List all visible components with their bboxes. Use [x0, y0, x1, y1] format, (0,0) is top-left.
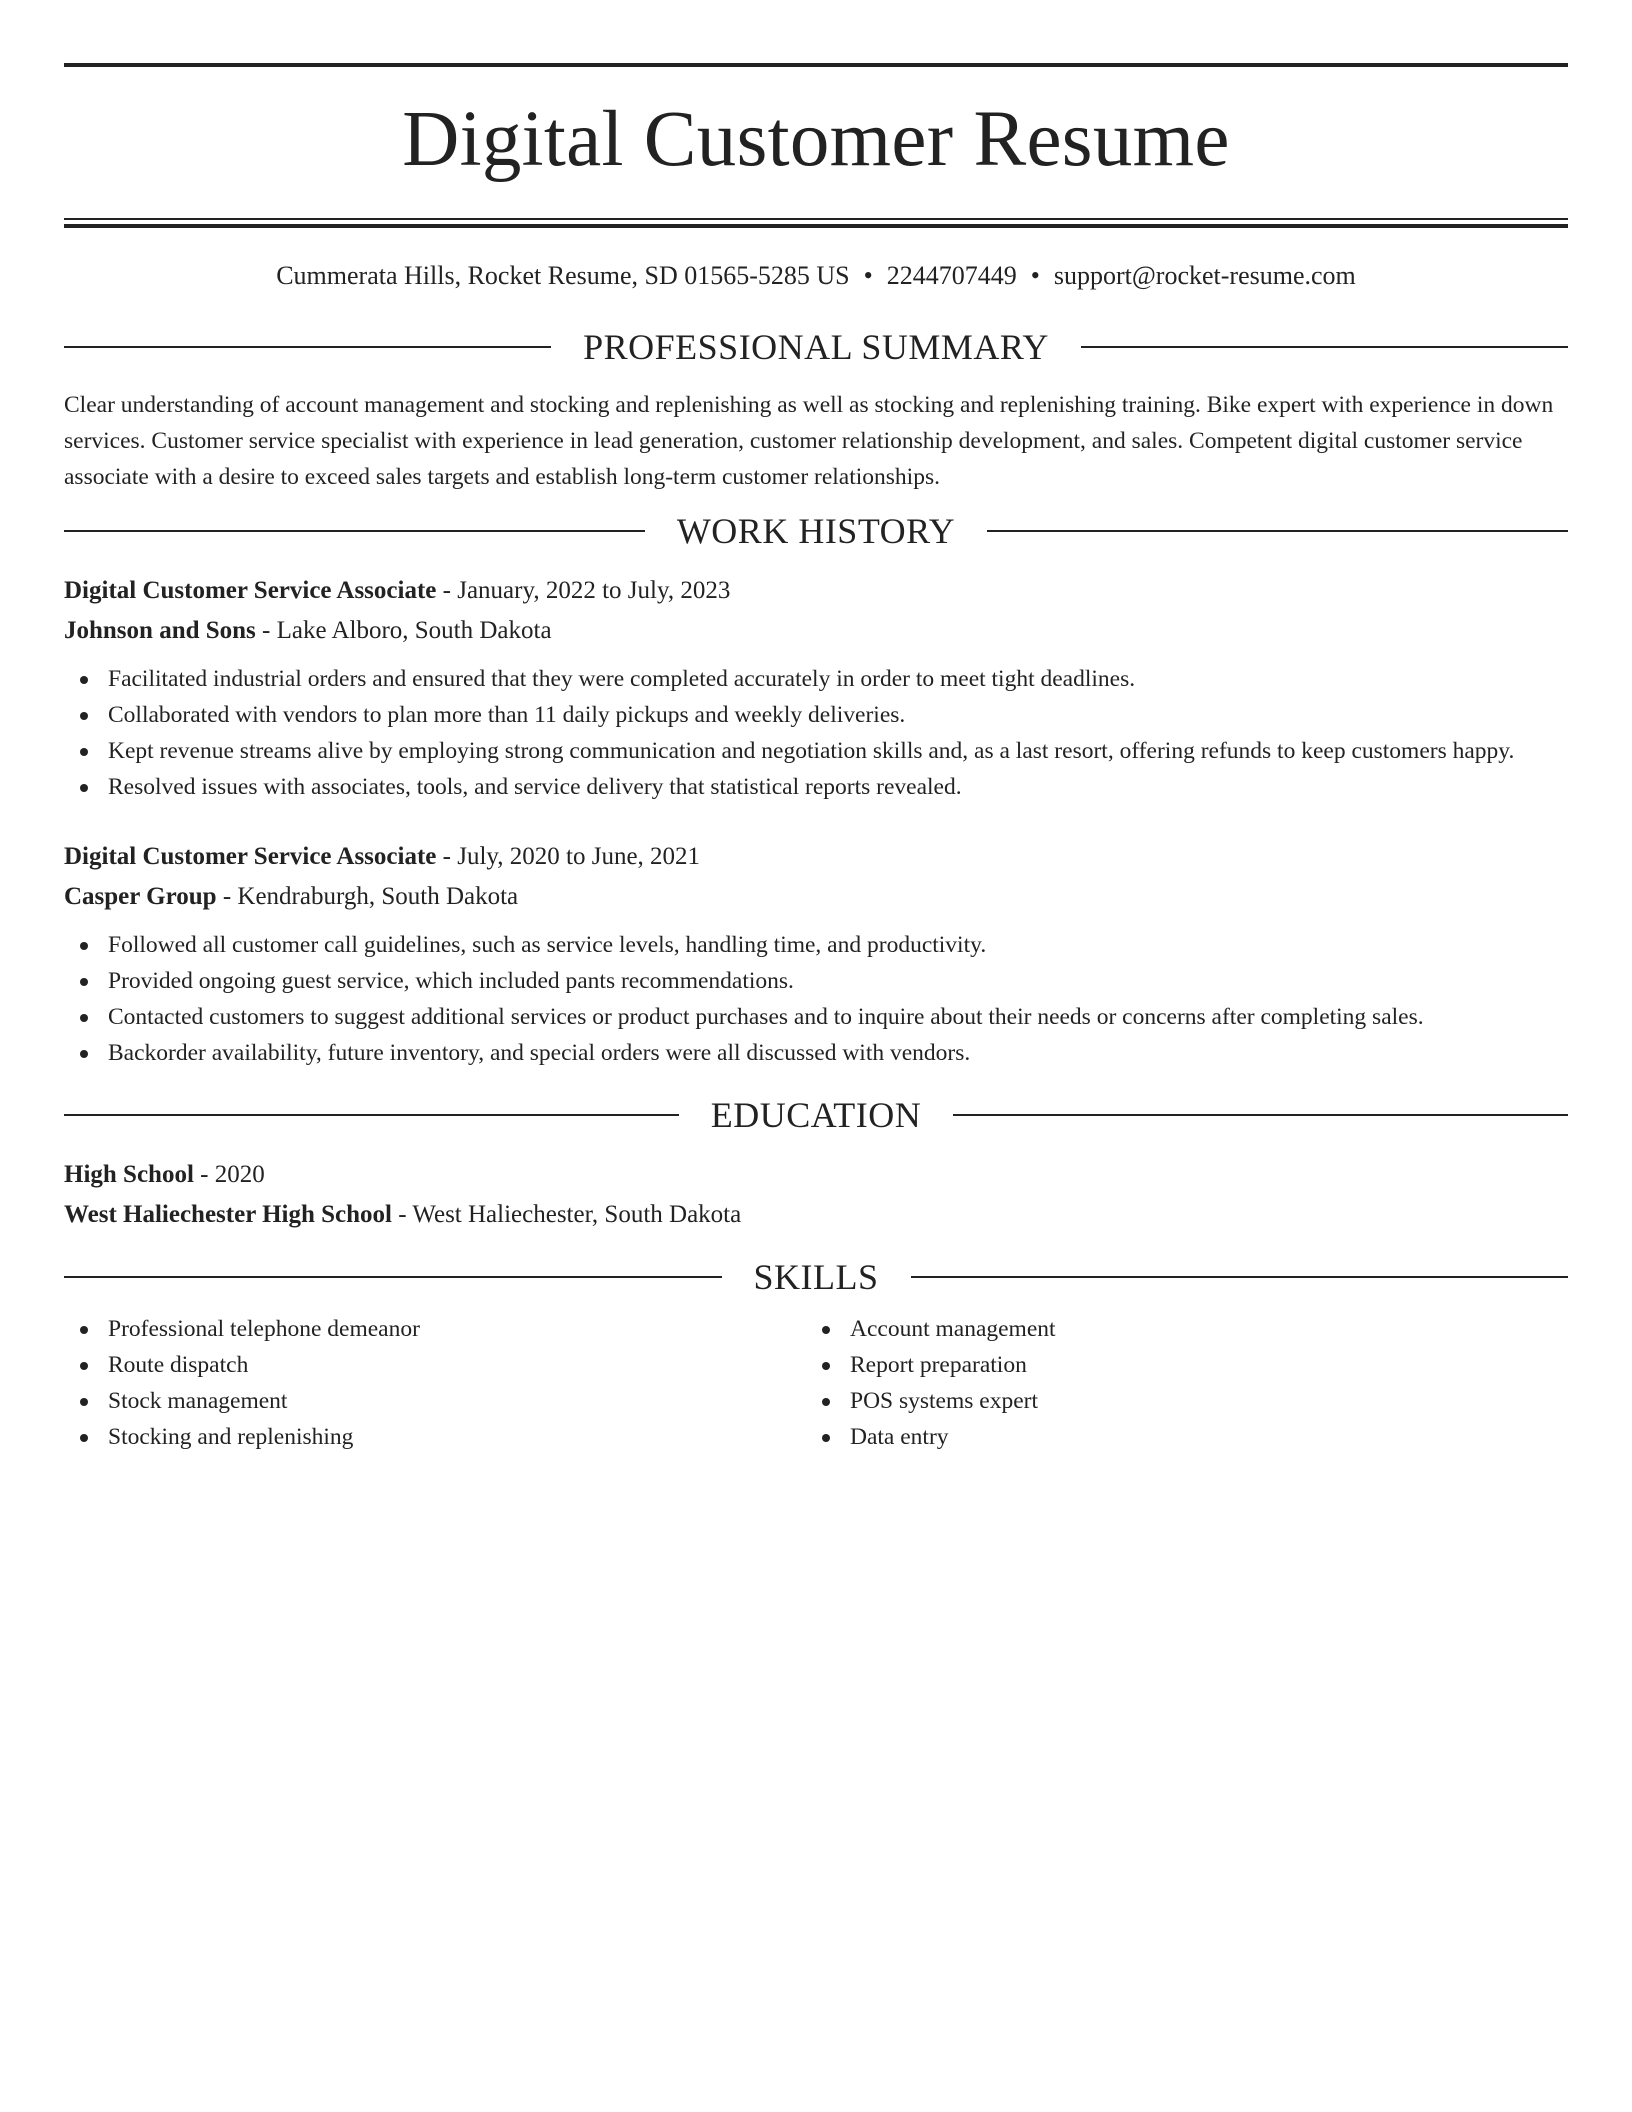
job-title-line	[64, 837, 1568, 877]
heading-rule-right	[911, 1276, 1569, 1278]
skills-column-right	[806, 1311, 1548, 1455]
job-location: - Lake Alboro, South Dakota	[255, 617, 552, 644]
list-item: Facilitated industrial orders and ensured that they were completed accurately in order to meet tight deadlines.	[64, 661, 1568, 697]
education-heading-label: EDUCATION	[710, 1095, 922, 1135]
list-item: Kept revenue streams alive by employing strong communication and negotiation skills and, as a last resort, offering refunds to keep customers happy.	[64, 733, 1568, 769]
education-degree-line	[64, 1155, 1568, 1195]
contact-line	[64, 259, 1568, 293]
resume-title: Digital Customer Resume	[402, 96, 1230, 183]
resume-page	[64, 0, 1568, 1455]
skill-item: Route dispatch	[64, 1347, 806, 1383]
contact-separator: •	[863, 261, 873, 290]
contact-address: Cummerata Hills, Rocket Resume, SD 01565-5285 US	[276, 261, 850, 290]
list-item: Backorder availability, future inventory, and special orders were all discussed with vendors.	[64, 1035, 1568, 1071]
job-entry	[64, 571, 1568, 805]
work-heading	[64, 511, 1568, 551]
summary-text: Clear understanding of account management and stocking and replenishing as well as stocking and replenishing training. Bike expert with experience in down services. Customer service specialist with experience in lead generation, customer relationship development, and sales. Competent digital customer service associate with a desire to exceed sales targets and establish long-term customer relationships.	[64, 392, 1554, 490]
title-double-rule	[64, 218, 1568, 228]
heading-rule-left	[64, 1114, 679, 1116]
heading-rule-right	[953, 1114, 1568, 1116]
heading-rule-right	[987, 530, 1568, 532]
heading-rule-left	[64, 346, 551, 348]
list-item: Followed all customer call guidelines, such as service levels, handling time, and productivity.	[64, 927, 1568, 963]
top-rule	[64, 63, 1568, 67]
contact-separator: •	[1030, 261, 1040, 290]
job-company: Johnson and Sons	[64, 617, 256, 644]
education-year: - 2020	[193, 1161, 265, 1188]
job-company-line	[64, 611, 1568, 651]
skill-item: Data entry	[806, 1419, 1548, 1455]
heading-rule-left	[64, 1276, 722, 1278]
contact-email: support@rocket-resume.com	[1053, 261, 1356, 290]
skill-item: Stock management	[64, 1383, 806, 1419]
education-heading	[64, 1095, 1568, 1135]
job-dates: - July, 2020 to June, 2021	[436, 843, 701, 870]
list-item: Contacted customers to suggest additional services or product purchases and to inquire about their needs or concerns after completing sales.	[64, 999, 1568, 1035]
skills-column-left	[64, 1311, 806, 1455]
education-school-line	[64, 1195, 1568, 1235]
job-title-line	[64, 571, 1568, 611]
list-item: Provided ongoing guest service, which included pants recommendations.	[64, 963, 1568, 999]
job-bullets	[64, 661, 1568, 805]
contact-phone: 2244707449	[886, 261, 1017, 290]
job-dates: - January, 2022 to July, 2023	[436, 577, 731, 604]
education-degree: High School	[64, 1161, 194, 1188]
job-company: Casper Group	[64, 883, 217, 910]
job-bullets	[64, 927, 1568, 1071]
job-entry	[64, 837, 1568, 1071]
job-location: - Kendraburgh, South Dakota	[216, 883, 519, 910]
work-heading-label: WORK HISTORY	[676, 511, 956, 551]
skills-heading-label: SKILLS	[753, 1257, 879, 1297]
education-entry	[64, 1155, 1568, 1235]
education-school: West Haliechester High School	[64, 1201, 392, 1228]
education-location: - West Haliechester, South Dakota	[392, 1201, 742, 1228]
job-company-line	[64, 877, 1568, 917]
skill-item: POS systems expert	[806, 1383, 1548, 1419]
job-title: Digital Customer Service Associate	[64, 577, 437, 604]
summary-heading	[64, 327, 1568, 367]
heading-rule-right	[1081, 346, 1568, 348]
skill-item: Account management	[806, 1311, 1548, 1347]
summary-heading-label: PROFESSIONAL SUMMARY	[583, 327, 1049, 367]
skill-item: Stocking and replenishing	[64, 1419, 806, 1455]
skills-grid	[64, 1311, 1568, 1455]
skill-item: Professional telephone demeanor	[64, 1311, 806, 1347]
skills-heading	[64, 1257, 1568, 1297]
list-item: Collaborated with vendors to plan more than 11 daily pickups and weekly deliveries.	[64, 697, 1568, 733]
list-item: Resolved issues with associates, tools, and service delivery that statistical reports revealed.	[64, 769, 1568, 805]
skill-item: Report preparation	[806, 1347, 1548, 1383]
heading-rule-left	[64, 530, 645, 532]
job-title: Digital Customer Service Associate	[64, 843, 437, 870]
